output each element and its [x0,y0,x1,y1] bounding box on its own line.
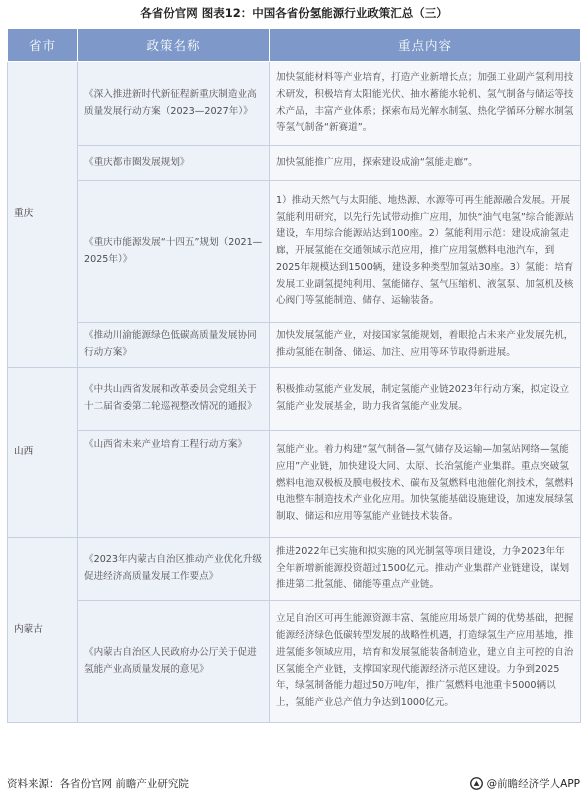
header-policy: 政策名称 [78,29,270,62]
policy-name-cell: 《山西省未来产业培育工程行动方案》 [78,431,270,538]
province-cell: 内蒙古 [8,538,78,723]
table-header-row [8,29,581,62]
policy-content-cell: 加快氢能推广应用，探索建设成渝“氢能走廊”。 [270,146,581,181]
policy-name-cell: 《推动川渝能源绿色低碳高质量发展协同行动方案》 [78,323,270,368]
source-note: 资料来源：各省份官网 前瞻产业研究院 [7,777,189,790]
table-row [8,368,581,431]
table-row [8,431,581,538]
policy-content-cell: 1）推动天然气与太阳能、地热源、水源等可再生能源融合发展。开展氢能利用研究，以先行先试带动推广应用，加快“油气电氢”综合能源站建设，车用综合能源站达到100座。2）氢能利用示范：建设成渝氢走廊，开展氢能在交通领域示范应用，推广应用氢燃料电池汽车，到2025年规模达到1500辆，建设多种类型加氢站30座。3）氢能：培育发展工业副氢提纯利用、氢能储存、氢气压缩机、液氢泵、加氢机及核心阀门等氢能制造、储存、运输装备。 [270,181,581,323]
chart-title: 各省份官网 图表12：中国各省份氢能源行业政策汇总（三） [140,6,448,20]
table-row [8,323,581,368]
table-row [8,181,581,323]
qianzhan-logo-icon [470,777,483,790]
policy-name-cell: 《内蒙古自治区人民政府办公厅关于促进氢能产业高质量发展的意见》 [78,601,270,723]
table-row [8,146,581,181]
policy-content-cell: 氢能产业。着力构建“氢气制备—氢气储存及运输—加氢站网络—氢能应用”产业链，加快建设大同、太原、长治氢能产业集群。重点突破氢燃料电池双极板及膜电极技术、碳布及氢燃料电池催化剂技术，氢燃料电池整车制造技术产业化应用。加快氢能基础设施建设，加速发展绿氢制取、储运和应用等氢能产业链技术装备。 [270,431,581,538]
policy-name-cell: 《重庆市能源发展“十四五”规划（2021—2025年）》 [78,181,270,323]
brand-mark [470,776,580,791]
policy-content-cell: 推进2022年已实施和拟实施的风光制氢等项目建设，力争2023年年全年新增新能源投资超过1500亿元。推动产业集群产业链建设，谋划推进第二批氢能、储能等重点产业链。 [270,538,581,601]
table-row [8,601,581,723]
policy-name-cell: 《深入推进新时代新征程新重庆制造业高质量发展行动方案（2023—2027年）》 [78,62,270,146]
policy-content-cell: 积极推动氢能产业发展，制定氢能产业链2023年行动方案，拟定设立氢能产业发展基金，助力我省氢能产业发展。 [270,368,581,431]
province-cell: 重庆 [8,62,78,368]
policy-content-cell: 加快氢能材料等产业培育，打造产业新增长点；加强工业副产氢利用技术研发，积极培育太阳能光伏、抽水蓄能水轮机、氢气制备与储运等技术产品，丰富产业体系；探索布局光解水制氢、热化学循环分解水制氢等氢气制备“新赛道”。 [270,62,581,146]
policy-table [7,28,581,723]
policy-content-cell: 加快发展氢能产业，对接国家氢能规划，着眼抢占未来产业发展先机，推动氢能在制备、储运、加注、应用等环节取得新进展。 [270,323,581,368]
policy-name-cell: 《重庆都市圈发展规划》 [78,146,270,181]
province-cell: 山西 [8,368,78,538]
table-row [8,538,581,601]
policy-content-cell: 立足自治区可再生能源资源丰富、氢能应用场景广阔的优势基础，把握能源经济绿色低碳转型发展的战略性机遇，打造绿氢生产应用基地，推进氢能多领域应用，培育和发展氢能装备制造业，建立自主可控的自治区氢能全产业链，支撑国家现代能源经济示范区建设。力争到2025年，绿氢制备能力超过50万吨/年，推广氢燃料电池重卡5000辆以上，氢能产业总产值力争达到1000亿元。 [270,601,581,723]
header-province: 省市 [8,29,78,62]
policy-name-cell: 《中共山西省发展和改革委员会党组关于十二届省委第二轮巡视整改情况的通报》 [78,368,270,431]
header-content: 重点内容 [270,29,581,62]
brand-label: @前瞻经济学人APP [486,777,580,790]
policy-name-cell: 《2023年内蒙古自治区推动产业优化升级促进经济高质量发展工作要点》 [78,538,270,601]
table-row [8,62,581,146]
footer [7,772,580,794]
